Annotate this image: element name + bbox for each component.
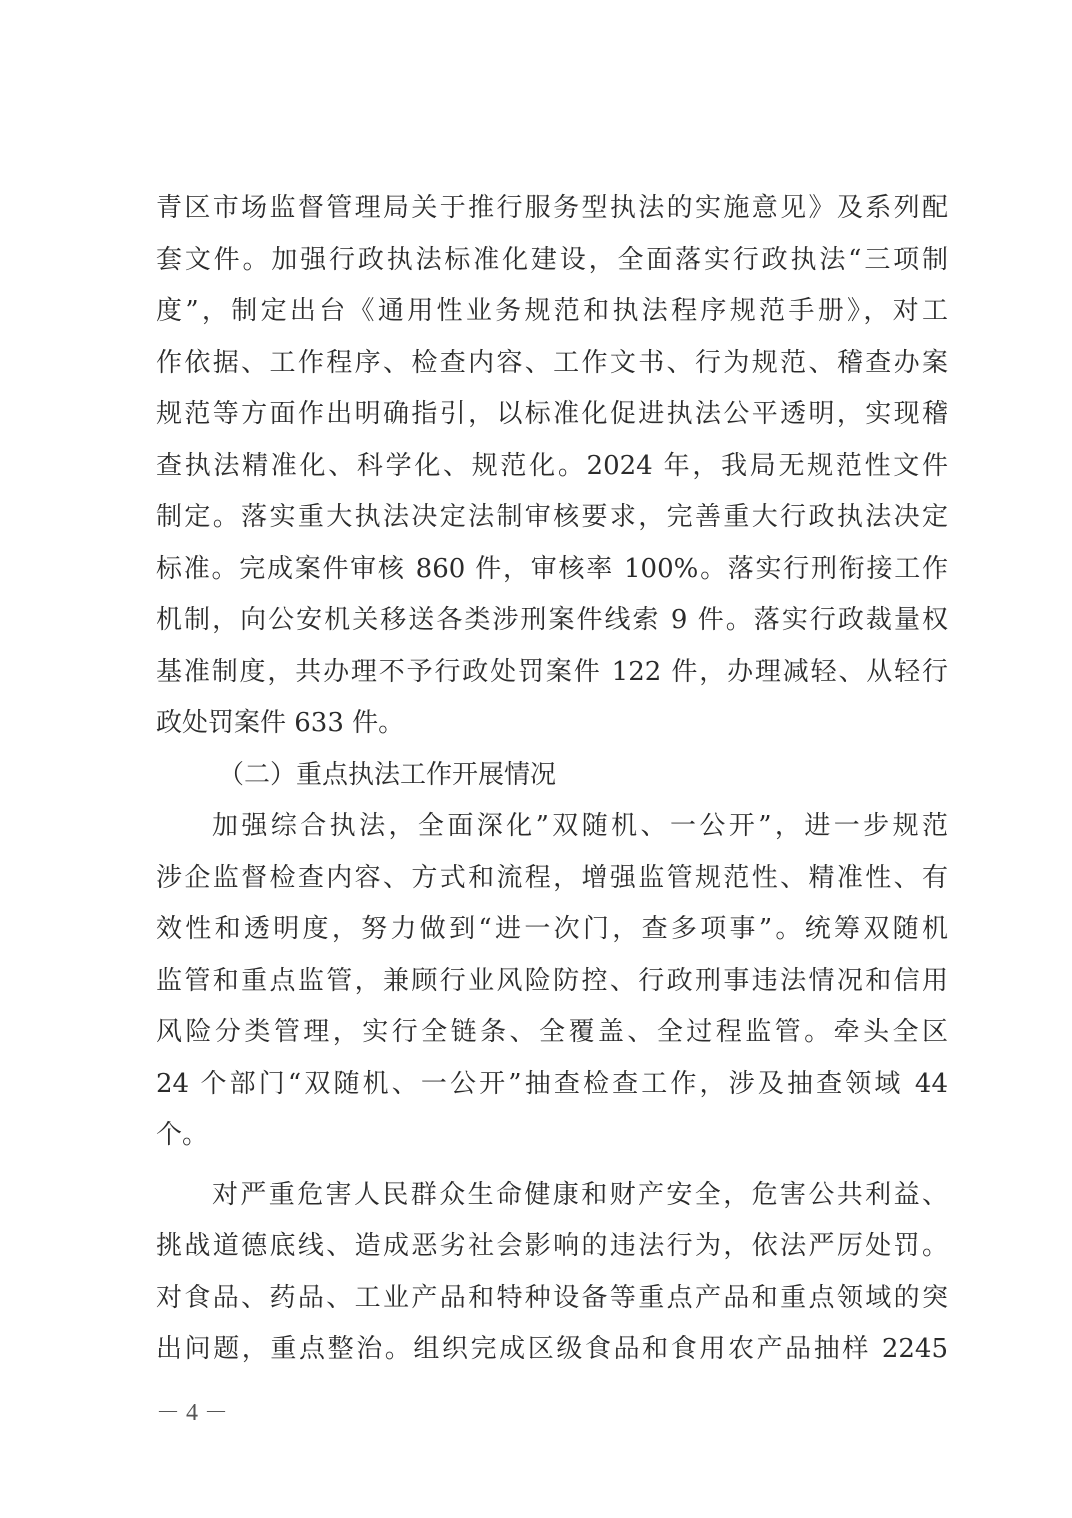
- text-line: 度”，制定出台《通用性业务规范和执法程序规范手册》，对工: [156, 296, 948, 326]
- text-line: 对严重危害人民群众生命健康和财产安全，危害公共利益、: [212, 1179, 948, 1210]
- text-line: 机制，向公安机关移送各类涉刑案件线索 9 件。落实行政裁量权: [156, 605, 948, 635]
- text-line: 挑战道德底线、造成恶劣社会影响的违法行为，依法严厉处罚。: [156, 1231, 948, 1261]
- text-line: 制定。落实重大执法决定法制审核要求，完善重大行政执法决定: [156, 502, 948, 532]
- text-line: 涉企监督检查内容、方式和流程，增强监管规范性、精准性、有: [156, 862, 948, 893]
- text-line: 套文件。加强行政执法标准化建设，全面落实行政执法“三项制: [156, 244, 948, 275]
- text-line: 效性和透明度，努力做到“进一次门，查多项事”。统筹双随机: [156, 914, 948, 944]
- paragraph-p2: [156, 801, 948, 1162]
- text-line: 24 个部门“双随机、一公开”抽查检查工作，涉及抽查领域 44: [156, 1068, 948, 1099]
- text-line: 标准。完成案件审核 860 件，审核率 100%。落实行刑衔接工作: [156, 553, 948, 584]
- text-line: 出问题，重点整治。组织完成区级食品和食用农产品抽样 2245: [156, 1334, 948, 1364]
- paragraph-p1: [156, 183, 948, 750]
- text-line: 对食品、药品、工业产品和特种设备等重点产品和重点领域的突: [156, 1282, 948, 1313]
- text-line: 规范等方面作出明确指引，以标准化促进执法公平透明，实现稽: [156, 399, 948, 429]
- text-line: 青区市场监督管理局关于推行服务型执法的实施意见》及系列配: [156, 193, 948, 223]
- paragraph-spacer: [156, 1162, 948, 1170]
- text-line: 基准制度，共办理不予行政处罚案件 122 件，办理减轻、从轻行: [156, 656, 948, 687]
- text-line: 监管和重点监管，兼顾行业风险防控、行政刑事违法情况和信用: [156, 965, 948, 996]
- section-heading: （二）重点执法工作开展情况: [218, 759, 557, 790]
- text-line: 加强综合执法，全面深化”双随机、一公开”，进一步规范: [212, 811, 948, 841]
- paragraph-p3: [156, 1170, 948, 1376]
- text-line: 查执法精准化、科学化、规范化。2024 年，我局无规范性文件: [156, 450, 948, 481]
- text-line: 政处罚案件 633 件。: [156, 708, 405, 738]
- document-body: [156, 183, 948, 1376]
- text-line: 个。: [156, 1120, 209, 1150]
- text-line: 风险分类管理，实行全链条、全覆盖、全过程监管。牵头全区: [156, 1017, 948, 1047]
- page-number: － 4 －: [156, 1400, 228, 1426]
- text-line: 作依据、工作程序、检查内容、工作文书、行为规范、稽查办案: [156, 347, 948, 378]
